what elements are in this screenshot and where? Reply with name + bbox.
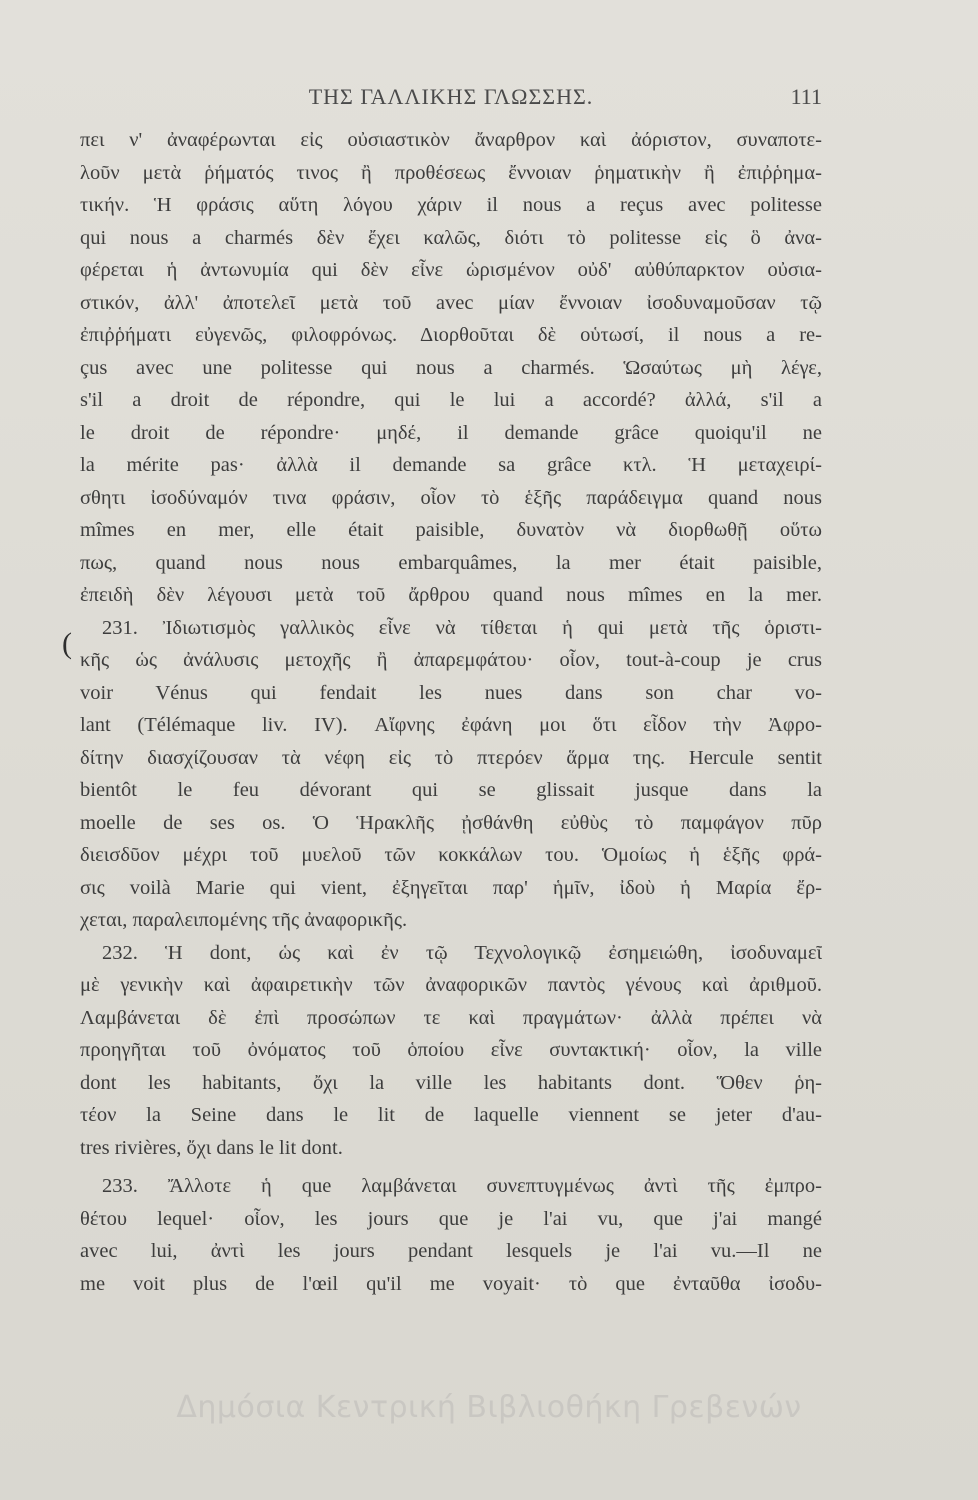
text-line: çus avec une politesse qui nous a charmés. Ὡσαύτως μὴ λέγε, <box>80 356 822 379</box>
text-line: moelle de ses os. Ὁ Ἡρακλῆς ᾐσθάνθη εὐθὺς τὸ παμφάγον πῦρ <box>80 811 822 834</box>
text-line: s'il a droit de répondre, qui le lui a accordé? ἀλλά, s'il a <box>80 389 822 411</box>
text-line: κῆς ὡς ἀνάλυσις μετοχῆς ἢ ἀπαρεμφάτου· οἷον, tout-à-coup je crus <box>80 649 822 671</box>
text-line: προηγῆται τοῦ ὀνόματος τοῦ ὁποίου εἶνε συντακτική· οἷον, la ville <box>80 1039 822 1061</box>
text-line: πει ν' ἀναφέρωνται εἰς οὐσιαστικὸν ἄναρθρον καὶ ἀόριστον, συναποτε- <box>80 129 822 151</box>
text-line: σθητι ἰσοδύναμόν τινα φράσιν, οἷον τὸ ἑξῆς παράδειγμα quand nous <box>80 486 822 509</box>
text-line: πως, quand nous nous embarquâmes, la mer était paisible, <box>80 551 822 574</box>
text-line: δίτην διασχίζουσαν τὰ νέφη εἰς τὸ πτερόεν ἅρμα της. Hercule sentit <box>80 746 822 769</box>
text-line: tres rivières, ὄχι dans le lit dont. <box>80 1136 343 1159</box>
text-line: διεισδῦον μέχρι τοῦ μυελοῦ τῶν κοκκάλων του. Ὁμοίως ἡ ἑξῆς φρά- <box>80 844 822 866</box>
text-line: ἐπειδὴ δὲν λέγουσι μετὰ τοῦ ἄρθρου quand nous mîmes en la mer. <box>80 584 822 606</box>
text-line: bientôt le feu dévorant qui se glissait jusque dans la <box>80 779 822 801</box>
text-line: me voit plus de l'œil qu'il me voyait· τὸ que ἐνταῦθα ἰσοδυ- <box>80 1272 822 1295</box>
text-line: χεται, παραλειπομένης τῆς ἀναφορικῆς. <box>80 909 408 931</box>
text-line: μὲ γενικὴν καὶ ἀφαιρετικὴν τῶν ἀναφορικῶν παντὸς γένους καὶ ἀριθμοῦ. <box>80 974 822 996</box>
margin-mark: ( <box>62 627 72 660</box>
text-line: la mérite pas· ἀλλὰ il demande sa grâce κτλ. Ἡ μεταχειρί- <box>80 454 822 476</box>
text-line: σις voilà Marie qui vient, ἐξηγεῖται παρ' ἡμῖν, ἰδοὺ ἡ Μαρία ἔρ- <box>80 876 822 899</box>
text-line: lant (Télémaque liv. IV). Αἴφνης ἐφάνη μοι ὅτι εἶδον τὴν Ἀφρο- <box>80 714 822 736</box>
text-line: voir Vénus qui fendait les nues dans son char vo- <box>80 681 822 704</box>
text-line: ἐπιῤῥήματι εὐγενῶς, φιλοφρόνως. Διορθοῦται δὲ οὑτωσί, il nous a re- <box>80 324 822 346</box>
body-text <box>80 124 822 1300</box>
page-header <box>80 84 822 114</box>
text-line: φέρεται ἡ ἀντωνυμία qui δὲν εἶνε ὡρισμένον οὐδ' αὐθύπαρκτον οὐσια- <box>80 259 822 281</box>
text-line: qui nous a charmés δὲν ἔχει καλῶς, διότι τὸ politesse εἰς ὃ ἀνα- <box>80 226 822 249</box>
text-line: τικήν. Ἡ φράσις αὕτη λόγου χάριν il nous a reçus avec politesse <box>80 194 822 216</box>
text-line: λοῦν μετὰ ῥήματός τινος ἢ προθέσεως ἔννοιαν ῥηματικὴν ἢ ἐπιῤῥημα- <box>80 161 822 184</box>
text-line: avec lui, ἀντὶ les jours pendant lesquels je l'ai vu.—Il ne <box>80 1240 822 1262</box>
text-line: τέον la Seine dans le lit de laquelle viennent se jeter d'au- <box>80 1104 822 1126</box>
text-line: στικόν, ἀλλ' ἀποτελεῖ μετὰ τοῦ avec μίαν ἔννοιαν ἰσοδυναμοῦσαν τῷ <box>80 291 822 314</box>
text-line-section-232: 232. Ἡ dont, ὡς καὶ ἐν τῷ Τεχνολογικῷ ἐσημειώθη, ἰσοδυναμεῖ <box>102 941 822 964</box>
running-title: ΤΗΣ ΓΑΛΛΙΚΗΣ ΓΛΩΣΣΗΣ. <box>308 84 594 109</box>
text-line: θέτου lequel· οἷον, les jours que je l'ai vu, que j'ai mangé <box>80 1207 822 1230</box>
text-line: le droit de répondre· μηδέ, il demande grâce quoiqu'il ne <box>80 421 822 444</box>
text-line-section-233: 233. Ἄλλοτε ἡ que λαμβάνεται συνεπτυγμένως ἀντὶ τῆς ἐμπρο- <box>102 1175 822 1197</box>
page-number: 111 <box>790 84 822 109</box>
text-line-section-231: 231. Ἰδιωτισμὸς γαλλικὸς εἶνε νὰ τίθεται ἡ qui μετὰ τῆς ὁριστι- <box>102 616 822 639</box>
text-line: Λαμβάνεται δὲ ἐπὶ προσώπων τε καὶ πραγμάτων· ἀλλὰ πρέπει νὰ <box>80 1006 822 1029</box>
library-watermark: Δημόσια Κεντρική Βιβλιοθήκη Γρεβενών <box>176 1390 802 1425</box>
text-line: mîmes en mer, elle était paisible, δυνατὸν νὰ διορθωθῇ οὕτω <box>80 519 822 541</box>
text-line: dont les habitants, ὄχι la ville les habitants dont. Ὅθεν ῥη- <box>80 1071 822 1094</box>
